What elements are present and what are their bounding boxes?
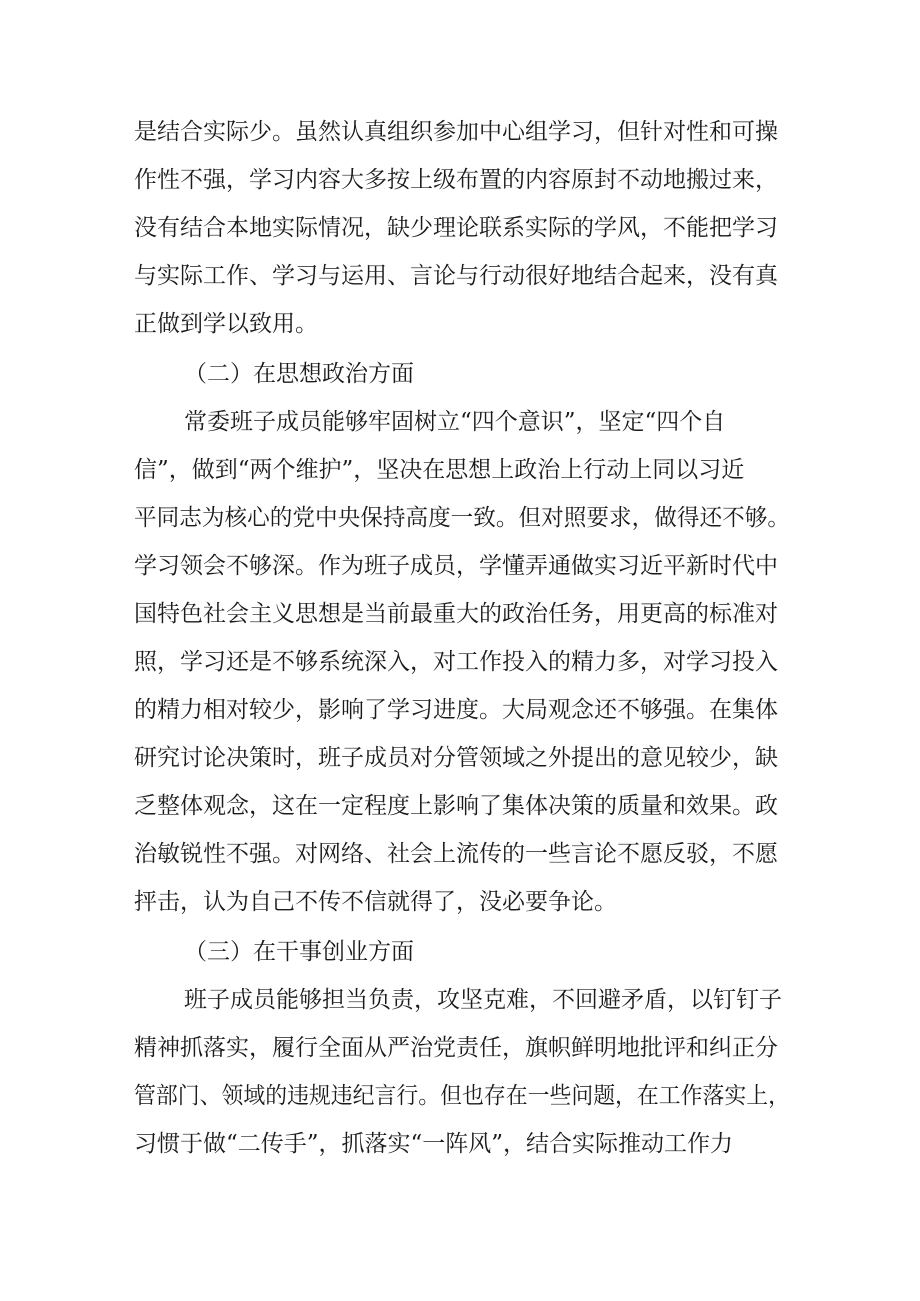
paragraph-politics-line: 学习领会不够深。作为班子成员，学懂弄通做实习近平新时代中: [134, 553, 778, 579]
section-heading-politics: （二）在思想政治方面: [184, 361, 414, 387]
paragraph-intro-line: 没有结合本地实际情况，缺少理论联系实际的学风，不能把学习: [134, 215, 778, 241]
paragraph-work-line: 班子成员能够担当负责，攻坚克难，不回避矛盾，以钉钉子: [184, 987, 782, 1013]
paragraph-intro-line: 是结合实际少。虽然认真组织参加中心组学习，但针对性和可操: [134, 119, 778, 145]
paragraph-politics-line: 平同志为核心的党中央保持高度一致。但对照要求，做得还不够。: [134, 505, 790, 531]
paragraph-politics-line: 国特色社会主义思想是当前最重大的政治任务，用更高的标准对: [134, 601, 778, 627]
paragraph-politics-line: 乏整体观念，这在一定程度上影响了集体决策的质量和效果。政: [134, 793, 778, 819]
paragraph-work-line: 管部门、领域的违规违纪言行。但也存在一些问题，在工作落实上，: [134, 1083, 790, 1109]
paragraph-politics-line: 研究讨论决策时，班子成员对分管领域之外提出的意见较少，缺: [134, 745, 778, 771]
paragraph-politics-line: 常委班子成员能够牢固树立“四个意识”，坚定“四个自: [184, 409, 726, 435]
paragraph-work-line: 精神抓落实，履行全面从严治党责任，旗帜鲜明地批评和纠正分: [134, 1035, 778, 1061]
paragraph-politics-line: 抨击，认为自己不传不信就得了，没必要争论。: [134, 889, 617, 915]
paragraph-politics-line: 的精力相对较少，影响了学习进度。大局观念还不够强。在集体: [134, 697, 778, 723]
paragraph-politics-line: 信”，做到“两个维护”，坚决在思想上政治上行动上同以习近: [134, 457, 745, 483]
paragraph-intro-line: 与实际工作、学习与运用、言论与行动很好地结合起来，没有真: [134, 263, 778, 289]
paragraph-intro-line: 作性不强，学习内容大多按上级布置的内容原封不动地搬过来，: [134, 167, 778, 193]
paragraph-intro-line: 正做到学以致用。: [134, 311, 318, 337]
paragraph-politics-line: 治敏锐性不强。对网络、社会上流传的一些言论不愿反驳，不愿: [134, 841, 778, 867]
paragraph-politics-line: 照，学习还是不够系统深入，对工作投入的精力多，对学习投入: [134, 649, 778, 675]
paragraph-work-line: 习惯于做“二传手”，抓落实“一阵风”，结合实际推动工作力: [134, 1131, 734, 1157]
section-heading-work: （三）在干事创业方面: [184, 939, 414, 965]
